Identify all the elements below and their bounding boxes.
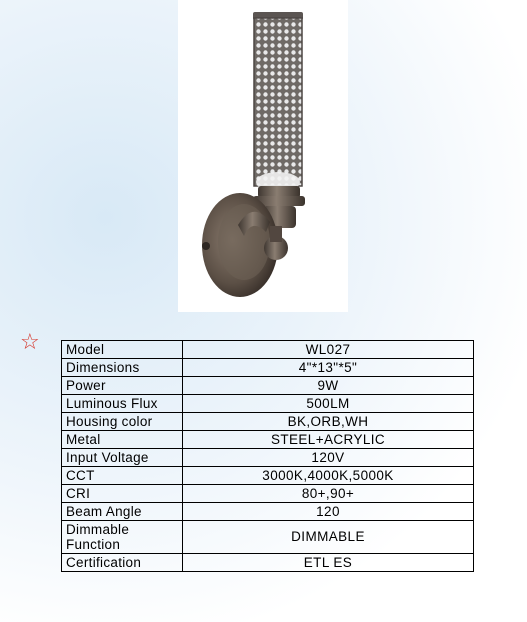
spec-row [62,485,474,503]
spec-row [62,554,474,572]
spec-value: 9W [183,377,474,395]
spec-label: CRI [62,485,183,503]
spec-value: 120V [183,449,474,467]
star-icon: ☆ [20,330,40,355]
spec-row [62,503,474,521]
spec-value: DIMMABLE [183,521,474,554]
spec-value: BK,ORB,WH [183,413,474,431]
spec-label: Luminous Flux [62,395,183,413]
spec-label: Housing color [62,413,183,431]
spec-label: Metal [62,431,183,449]
spec-value: STEEL+ACRYLIC [183,431,474,449]
spec-row [62,467,474,485]
spec-label: Certification [62,554,183,572]
spec-row [62,377,474,395]
spec-label: Model [62,341,183,359]
wall-sconce-image [178,0,348,312]
spec-value: 120 [183,503,474,521]
spec-value: 500LM [183,395,474,413]
spec-row [62,413,474,431]
spec-label: Dimmable Function [62,521,183,554]
spec-row [62,431,474,449]
spec-table [61,340,474,572]
spec-value: ETL ES [183,554,474,572]
spec-value: 4"*13"*5" [183,359,474,377]
spec-value: 80+,90+ [183,485,474,503]
spec-row [62,521,474,554]
spec-label: Power [62,377,183,395]
spec-row [62,359,474,377]
spec-value: WL027 [183,341,474,359]
spec-label: Input Voltage [62,449,183,467]
spec-value: 3000K,4000K,5000K [183,467,474,485]
spec-label: CCT [62,467,183,485]
spec-row [62,395,474,413]
spec-label: Beam Angle [62,503,183,521]
spec-row [62,341,474,359]
product-photo [178,0,348,312]
spec-row [62,449,474,467]
spec-label: Dimensions [62,359,183,377]
